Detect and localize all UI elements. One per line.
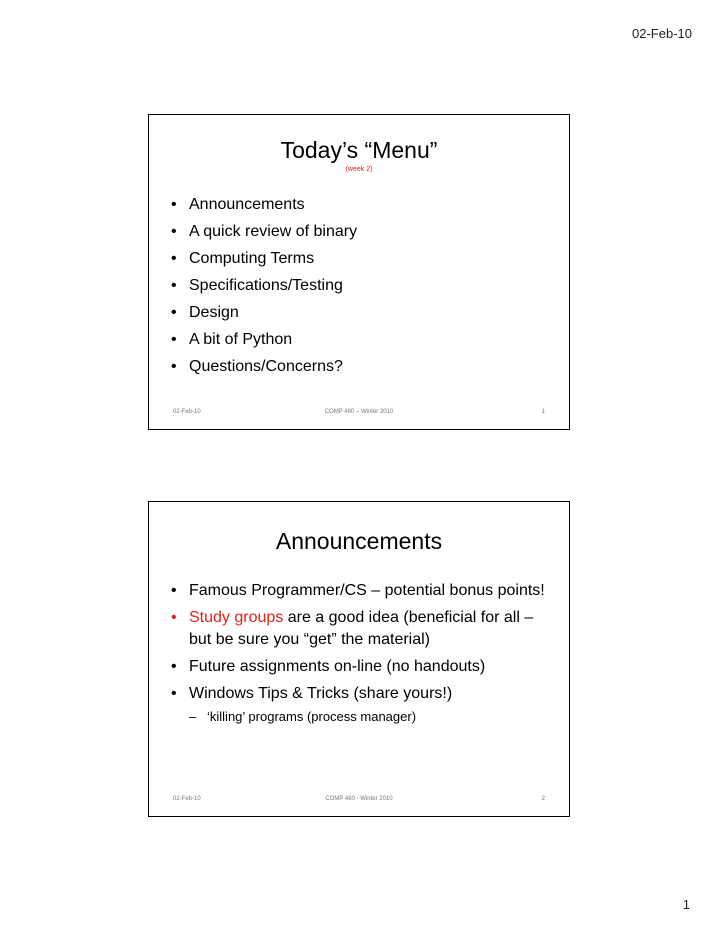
footer-course: COMP 480 – Winter 2010 <box>324 409 394 415</box>
list-item <box>167 683 551 705</box>
bullet-list <box>167 580 551 726</box>
list-item <box>167 580 551 602</box>
list-item <box>167 191 551 218</box>
list-item <box>167 272 551 299</box>
slide-footer <box>149 409 569 419</box>
list-item <box>167 353 551 380</box>
list-item-text: Windows Tips & Tricks (share yours!) <box>189 685 453 702</box>
bullet-list <box>167 191 551 380</box>
list-item-text: Computing Terms <box>189 250 315 267</box>
highlight-text: Study groups <box>189 609 284 626</box>
bullet-icon: • <box>171 685 177 702</box>
page-number: 1 <box>682 897 690 912</box>
footer-date: 02-Feb-10 <box>173 796 201 802</box>
footer-slide-number: 1 <box>541 409 545 415</box>
bullet-icon: • <box>171 223 177 240</box>
bullet-icon: • <box>171 582 177 599</box>
slide-title: Announcements <box>275 528 443 554</box>
slide-2 <box>148 501 570 817</box>
list-item <box>167 607 551 651</box>
bullet-icon: • <box>171 658 177 675</box>
slide-title: Today’s “Menu” <box>280 137 438 163</box>
slide-footer <box>149 796 569 806</box>
bullet-icon: • <box>171 331 177 348</box>
footer-date: 02-Feb-10 <box>173 409 201 415</box>
list-item-text: Design <box>189 304 239 321</box>
list-item-text: A quick review of binary <box>189 223 358 240</box>
slide-subtitle: (week 2) <box>345 166 373 173</box>
bullet-icon: • <box>171 196 177 213</box>
bullet-icon: • <box>171 277 177 294</box>
page-date: 02-Feb-10 <box>632 26 692 41</box>
list-item <box>167 299 551 326</box>
bullet-icon: • <box>171 304 177 321</box>
list-item <box>167 245 551 272</box>
slide-1 <box>148 114 570 430</box>
footer-slide-number: 2 <box>541 796 545 802</box>
bullet-icon: • <box>171 609 177 626</box>
dash-icon: – <box>189 709 197 724</box>
list-item-text: A bit of Python <box>189 331 293 348</box>
list-item-text: Specifications/Testing <box>189 277 343 294</box>
list-item-text: Future assignments on-line (no handouts) <box>189 658 486 675</box>
list-item-text: are a good idea (beneficial for all – but be sure you “get” the material) <box>189 609 534 648</box>
list-item-text: Announcements <box>189 196 305 213</box>
footer-course: COMP 480 - Winter 2010 <box>325 796 393 802</box>
bullet-icon: • <box>171 250 177 267</box>
list-item-text: Famous Programmer/CS – potential bonus points! <box>189 582 545 599</box>
list-item-text: Questions/Concerns? <box>189 358 343 375</box>
sub-list-item <box>167 708 551 726</box>
list-item <box>167 656 551 678</box>
list-item <box>167 326 551 353</box>
bullet-icon: • <box>171 358 177 375</box>
list-item <box>167 218 551 245</box>
sub-list-item-text: ‘killing’ programs (process manager) <box>207 709 417 724</box>
